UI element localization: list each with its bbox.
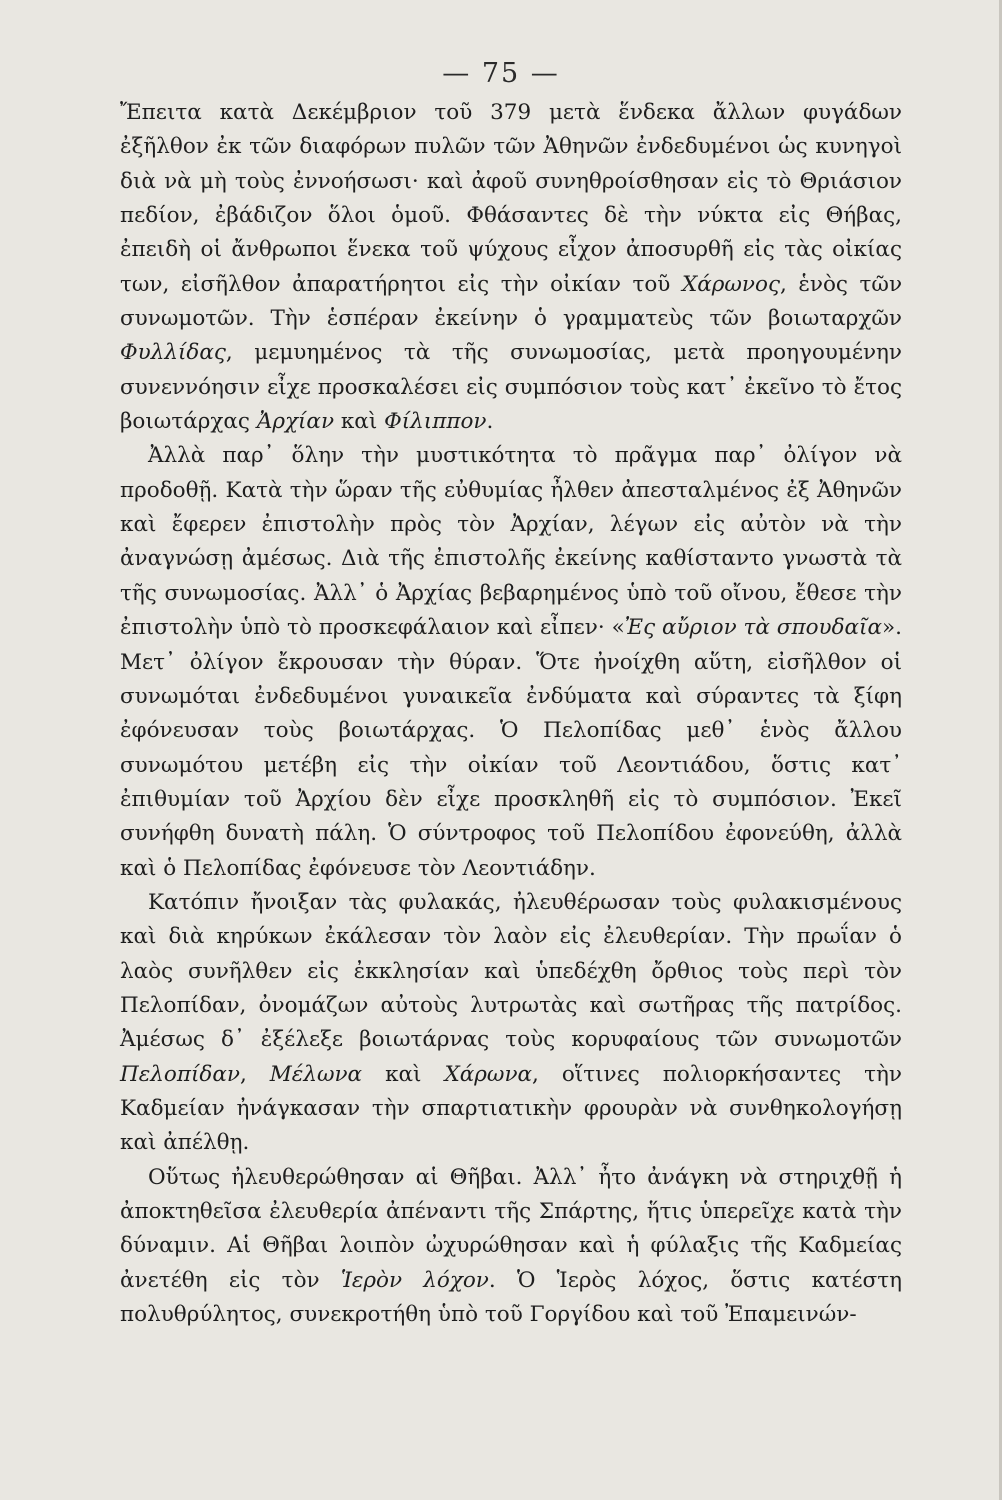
text-run: , ἑνὸς τῶν συνωμοτῶν. Τὴν ἑσπέραν ἐκείνην ὁ γραμματεὺς τῶν βοιωταρχῶν xyxy=(120,271,903,332)
text-run: καὶ xyxy=(362,1061,445,1087)
text-run: Ἀλλὰ παρ᾿ ὅλην τὴν μυστικότητα τὸ πρᾶγμα παρ᾿ ὀλίγον νὰ προδοθῇ. Κατὰ τὴν ὥραν τῆς εὐθυμίας ἦλθεν ἀπεσταλμένος ἐξ Ἀθηνῶν καὶ ἔφερεν ἐπιστολὴν πρὸς τὸν Ἀρχίαν, λέγων εἰς αὐτὸν νὰ τὴν ἀναγνώσῃ ἀμέσως. Διὰ τῆς ἐπιστολῆς ἐκείνης καθίσταντο γνωστὰ τὰ τῆς συνωμοσίας. Ἀλλ᾿ ὁ Ἀρχίας βεβαρημένος ὑπὸ τοῦ οἴνου, ἔθεσε τὴν ἐπιστολὴν ὑπὸ τὸ προσκεφάλαιον καὶ εἶπεν· « xyxy=(120,443,902,641)
text-run: Κατόπιν ἤνοιξαν τὰς φυλακάς, ἠλευθέρωσαν τοὺς φυλακισμένους καὶ διὰ κηρύκων ἐκάλεσαν τὸν λαὸν εἰς ἐλευθερίαν. Τὴν πρωΐαν ὁ λαὸς συνῆλθεν εἰς ἐκκλησίαν καὶ ὑπεδέχθη ὄρθιος τοὺς περὶ τὸν Πελοπίδαν, ὀνομάζων αὐτοὺς λυτρωτὰς καὶ σωτῆρας τῆς πατρίδος. Ἀμέσως δ᾿ ἐξέλεξε βοιωτάρνας τοὺς κορυφαίους τῶν συνωμοτῶν xyxy=(120,889,902,1053)
text-run: καὶ xyxy=(334,409,385,435)
page-number: — 75 — xyxy=(442,58,560,89)
italic-text: Ἐς αὔριον τὰ σπουδαῖα xyxy=(624,615,883,641)
italic-text: Χάρωνος xyxy=(681,271,780,297)
text-run: , xyxy=(239,1061,270,1087)
text-run: Ἔπειτα κατὰ Δεκέμβριον τοῦ 379 μετὰ ἕνδεκα ἄλλων φυγάδων ἐξῆλθον ἐκ τῶν διαφόρων πυλῶν τῶν Ἀθηνῶν ἐνδεδυμένοι ὡς κυνηγοὶ διὰ νὰ μὴ τοὺς ἐννοήσωσι· καὶ ἀφοῦ συνηθροίσθησαν εἰς τὸ Θριάσιον πεδίον, ἐβάδιζον ὅλοι ὁμοῦ. Φθάσαντες δὲ τὴν νύκτα εἰς Θήβας, ἐπειδὴ οἱ ἄνθρωποι ἕνεκα τοῦ ψύχους εἶχον ἀποσυρθῆ εἰς τὰς οἰκίας των, εἰσῆλθον ἀπαρατήρητοι εἰς τὴν οἰκίαν τοῦ xyxy=(120,100,902,297)
text-run: , οἵτινες πολιορκήσαντες τὴν Καδμείαν ἠνάγκασαν τὴν σπαρτιατικὴν φρουρὰν νὰ συνθηκολογήσῃ καὶ ἀπέλθῃ. xyxy=(120,1061,902,1156)
text-run: , μεμυημένος τὰ τῆς συνωμοσίας, μετὰ προηγουμένην συνεννόησιν εἶχε προσκαλέσει εἰς συμπόσιον τοὺς κατ᾿ ἐκεῖνο τὸ ἔτος βοιωτάρχας xyxy=(120,340,902,435)
text-run: Οὕτως ἠλευθερώθησαν αἱ Θῆβαι. Ἀλλ᾿ ἦτο ἀνάγκη νὰ στηριχθῇ ἡ ἀποκτηθεῖσα ἐλευθερία ἀπέναντι τῆς Σπάρτης, ἥτις ὑπερεῖχε κατὰ τὴν δύναμιν. Αἱ Θῆβαι λοιπὸν ὠχυρώθησαν καὶ ἡ φύλαξις τῆς Καδμείας ἀνετέθη εἰς τὸν xyxy=(120,1164,902,1293)
text-run: . Ὁ Ἱερὸς λόχος, ὅστις κατέστη πολυθρύλητος, συνεκροτήθη ὑπὸ τοῦ Γοργίδου καὶ τοῦ Ἐπαμεινών- xyxy=(120,1267,903,1328)
body-text xyxy=(120,96,902,1332)
italic-text: Φυλλίδας xyxy=(120,340,226,366)
italic-text: Φίλιππον xyxy=(384,409,487,435)
text-run: ». Μετ᾿ ὀλίγον ἔκρουσαν τὴν θύραν. Ὅτε ἠνοίχθη αὕτη, εἰσῆλθον οἱ συνωμόται ἐνδεδυμένοι γυναικεῖα ἐνδύματα καὶ σύραντες τὰ ξίφη ἐφόνευσαν τοὺς βοιωτάρχας. Ὁ Πελοπίδας μεθ᾿ ἑνὸς ἄλλου συνωμότου μετέβη εἰς τὴν οἰκίαν τοῦ Λεοντιάδου, ὅστις κατ᾿ ἐπιθυμίαν τοῦ Ἀρχίου δὲν εἶχε προσκληθῆ εἰς τὸ συμπόσιον. Ἐκεῖ συνήφθη δυνατὴ πάλη. Ὁ σύντροφος τοῦ Πελοπίδου ἐφονεύθη, ἀλλὰ καὶ ὁ Πελοπίδας ἐφόνευσε τὸν Λεοντιάδην. xyxy=(120,615,903,881)
italic-text: Ἀρχίαν xyxy=(256,409,335,435)
paragraph xyxy=(120,439,902,885)
paragraph xyxy=(120,1161,902,1333)
paragraph xyxy=(120,886,902,1161)
italic-text: Μέλωνα xyxy=(269,1061,363,1087)
italic-text: Πελοπίδαν xyxy=(120,1061,240,1087)
text-run: . xyxy=(486,409,494,435)
paragraph xyxy=(120,96,902,439)
italic-text: Χάρωνα xyxy=(444,1061,533,1087)
italic-text: Ἱερὸν λόχον xyxy=(340,1267,489,1293)
